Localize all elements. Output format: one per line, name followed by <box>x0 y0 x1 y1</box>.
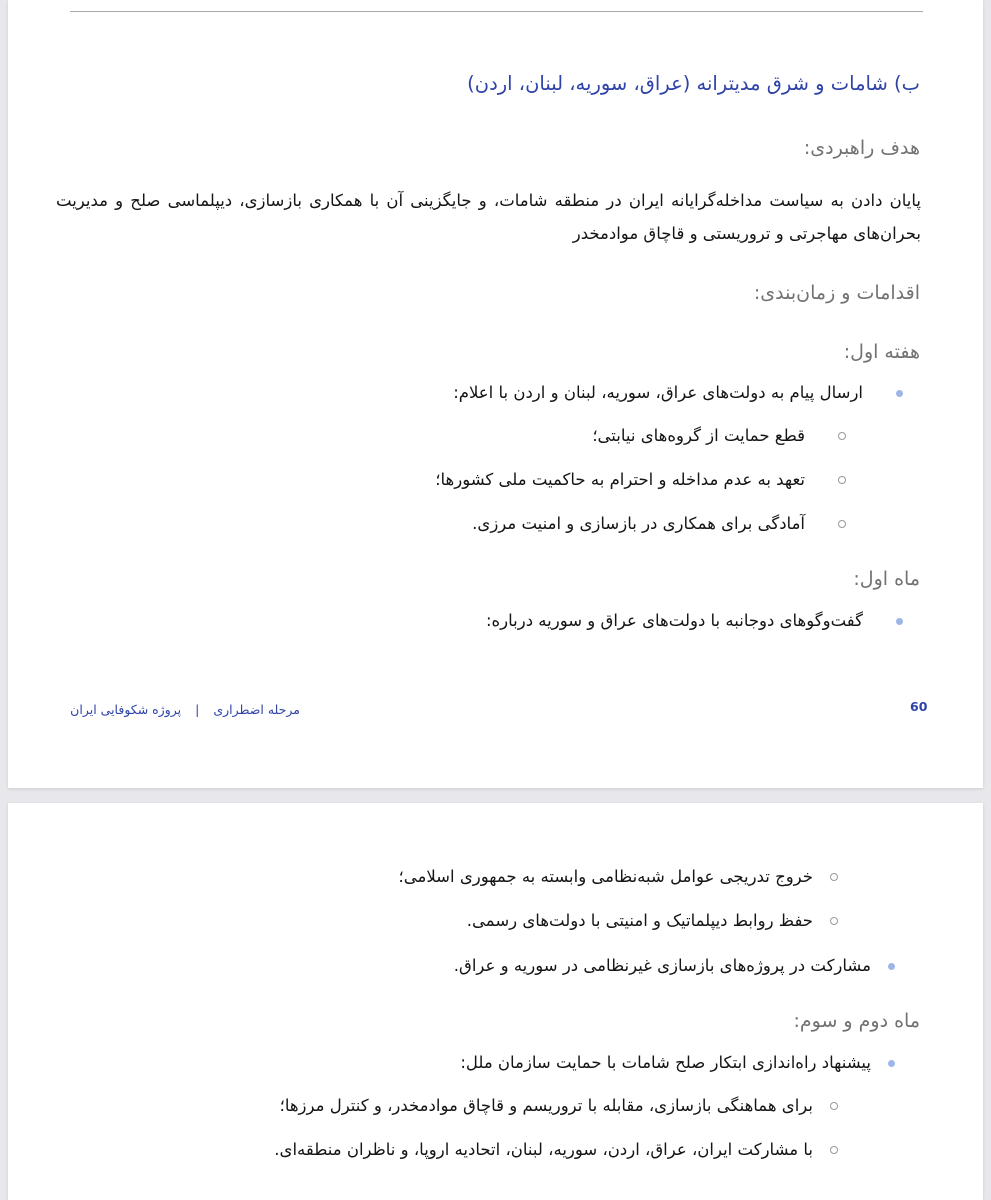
top-rule <box>70 11 923 12</box>
sub-bullet-circle <box>830 873 838 881</box>
goal-label: هدف راهبردی: <box>803 137 920 159</box>
sub-list-item: خروج تدریجی عوامل شبه‌نظامی وابسته به جمهوری اسلامی؛ <box>398 867 813 886</box>
sub-bullet-circle <box>830 1102 838 1110</box>
week1-label: هفته اول: <box>843 341 920 363</box>
document-page-2 <box>8 803 983 1200</box>
sub-list-item: تعهد به عدم مداخله و احترام به حاکمیت ملی کشورها؛ <box>435 470 805 489</box>
footer-right-text: پروژه شکوفایی ایران <box>70 702 182 717</box>
sub-list-item: حفظ روابط دیپلماتیک و امنیتی با دولت‌های رسمی. <box>466 911 813 930</box>
bullet-dot <box>896 618 903 625</box>
sub-list-item: آمادگی برای همکاری در بازسازی و امنیت مرزی. <box>472 514 805 533</box>
actions-label: اقدامات و زمان‌بندی: <box>753 282 920 304</box>
list-item: گفت‌وگوهای دوجانبه با دولت‌های عراق و سوریه درباره: <box>485 611 863 630</box>
list-item: پیشنهاد راه‌اندازی ابتکار صلح شامات با حمایت سازمان ملل: <box>460 1053 871 1072</box>
sub-bullet-circle <box>838 432 846 440</box>
section-title: ب) شامات و شرق مدیترانه (عراق، سوریه، لبنان، اردن) <box>467 72 920 95</box>
sub-list-item: قطع حمایت از گروه‌های نیابتی؛ <box>592 426 805 445</box>
bullet-dot <box>888 1060 895 1067</box>
sub-list-item: با مشارکت ایران، عراق، اردن، سوریه، لبنان، اتحادیه اروپا، و ناظران منطقه‌ای. <box>274 1140 813 1159</box>
list-item: مشارکت در پروژه‌های بازسازی غیرنظامی در سوریه و عراق. <box>453 956 871 975</box>
list-item: ارسال پیام به دولت‌های عراق، سوریه، لبنان و اردن با اعلام: <box>453 383 863 402</box>
sub-list-item: برای هماهنگی بازسازی، مقابله با تروریسم و قاچاق موادمخدر، و کنترل مرزها؛ <box>279 1096 813 1115</box>
footer-left-text: مرحله اضطراری <box>213 702 300 717</box>
document-page-1 <box>8 0 983 788</box>
page-footer <box>70 702 300 717</box>
goal-paragraph: پایان دادن به سیاست مداخله‌گرایانه ایران در منطقه شامات، و جایگزینی آن با همکاری بازسازی، دیپلماسی صلح و مدیریت بحران‌های مهاجرتی و تروریستی و قاچاق موادمخدر <box>56 191 921 243</box>
sub-bullet-circle <box>830 1146 838 1154</box>
footer-separator: | <box>195 702 200 717</box>
page-number: 60 <box>910 699 928 714</box>
month23-label: ماه دوم و سوم: <box>793 1010 920 1032</box>
bullet-dot <box>896 390 903 397</box>
month1-label: ماه اول: <box>853 568 920 590</box>
sub-bullet-circle <box>838 476 846 484</box>
sub-bullet-circle <box>830 917 838 925</box>
bullet-dot <box>888 963 895 970</box>
sub-bullet-circle <box>838 520 846 528</box>
